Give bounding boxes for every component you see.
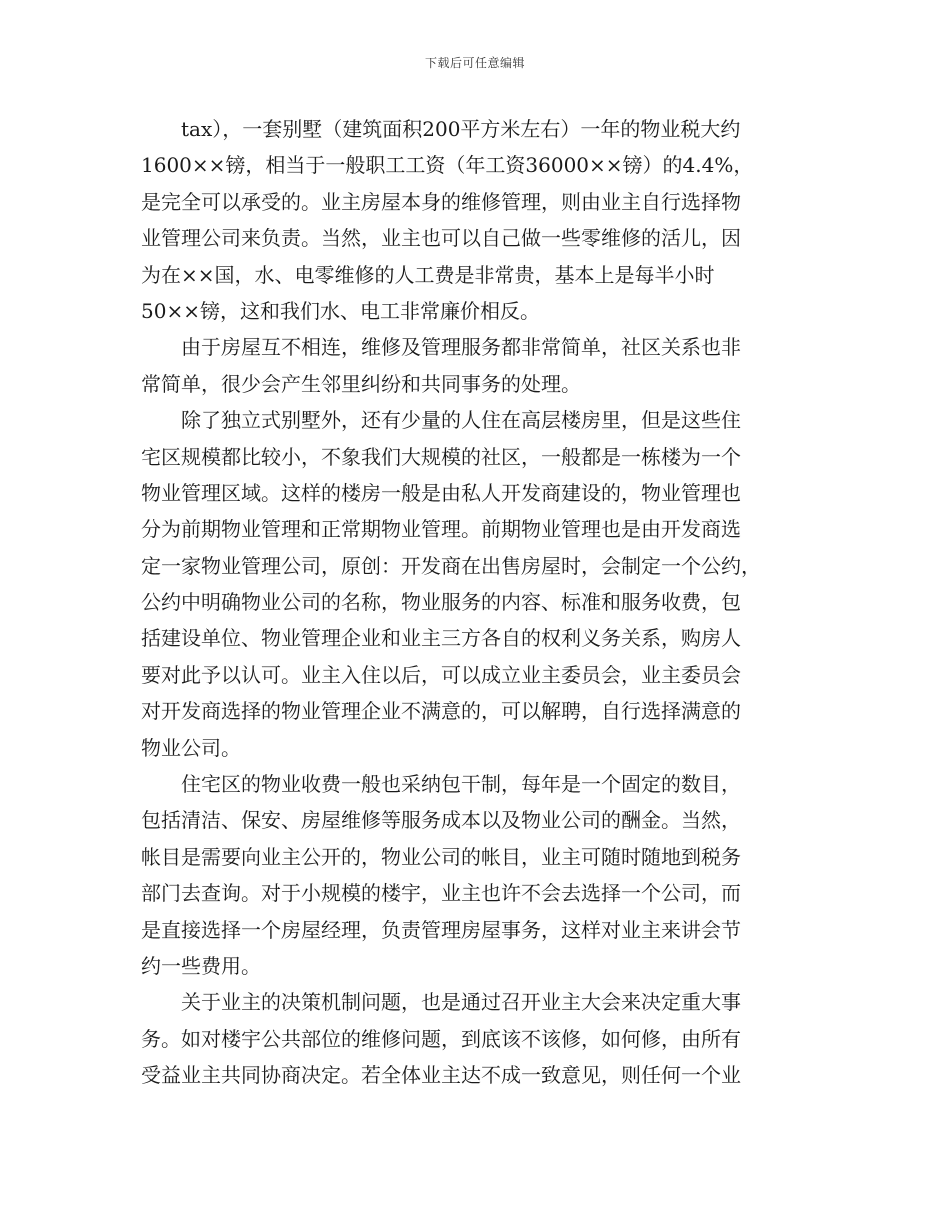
- text-line: 除了独立式别墅外，还有少量的人住在高层楼房里，但是这些住: [141, 408, 741, 433]
- text-line: 包括清洁、保安、房屋维修等服务成本以及物业公司的酬金。当然，: [141, 808, 741, 833]
- text-line: 关于业主的决策机制问题，也是通过召开业主大会来决定重大事: [141, 990, 741, 1015]
- text-line: 公约中明确物业公司的名称，物业服务的内容、标准和服务收费，包: [141, 590, 741, 615]
- page-header: 下载后可任意编辑: [424, 56, 525, 70]
- text-line: 为在××国，水、电零维修的人工费是非常贵，基本上是每半小时: [141, 262, 715, 287]
- text-line: 宅区规模都比较小，不象我们大规模的社区，一般都是一栋楼为一个: [141, 444, 741, 469]
- text-line: 对开发商选择的物业管理企业不满意的，可以解聘，自行选择满意的: [141, 699, 741, 724]
- text-line: 要对此予以认可。业主入住以后，可以成立业主委员会，业主委员会: [141, 662, 741, 687]
- text-line: 1600××镑，相当于一般职工工资（年工资36000××镑）的4.4%，: [141, 153, 754, 178]
- text-line: 业管理公司来负责。当然，业主也可以自己做一些零维修的活儿，因: [141, 226, 741, 251]
- text-line: 定一家物业管理公司，原创：开发商在出售房屋时，会制定一个公约，: [141, 553, 761, 578]
- text-line: tax），一套别墅（建筑面积200平方米左右）一年的物业税大约: [141, 117, 741, 141]
- text-line: 务。如对楼宇公共部位的维修问题，到底该不该修，如何修，由所有: [141, 1026, 741, 1051]
- text-line: 物业管理区域。这样的楼房一般是由私人开发商建设的，物业管理也: [141, 480, 741, 505]
- document-body: [141, 111, 803, 1094]
- text-line: 分为前期物业管理和正常期物业管理。前期物业管理也是由开发商选: [141, 517, 741, 542]
- text-line: 部门去查询。对于小规模的楼宇，业主也许不会去选择一个公司，而: [141, 881, 741, 906]
- text-line: 50××镑，这和我们水、电工非常廉价相反。: [141, 298, 540, 323]
- text-line: 物业公司。: [141, 735, 241, 760]
- text-line: 约一些费用。: [141, 953, 261, 978]
- text-line: 受益业主共同协商决定。若全体业主达不成一致意见，则任何一个业: [141, 1063, 741, 1088]
- text-line: 是完全可以承受的。业主房屋本身的维修管理，则由业主自行选择物: [141, 189, 741, 214]
- text-line: 是直接选择一个房屋经理，负责管理房屋事务，这样对业主来讲会节: [141, 917, 741, 942]
- text-line: 帐目是需要向业主公开的，物业公司的帐目，业主可随时随地到税务: [141, 844, 741, 869]
- text-line: 常简单，很少会产生邻里纠纷和共同事务的处理。: [141, 371, 581, 396]
- text-line: 住宅区的物业收费一般也采纳包干制，每年是一个固定的数目，: [141, 772, 741, 797]
- text-line: 括建设单位、物业管理企业和业主三方各自的权利义务关系，购房人: [141, 626, 741, 651]
- text-line: 由于房屋互不相连，维修及管理服务都非常简单，社区关系也非: [141, 335, 741, 360]
